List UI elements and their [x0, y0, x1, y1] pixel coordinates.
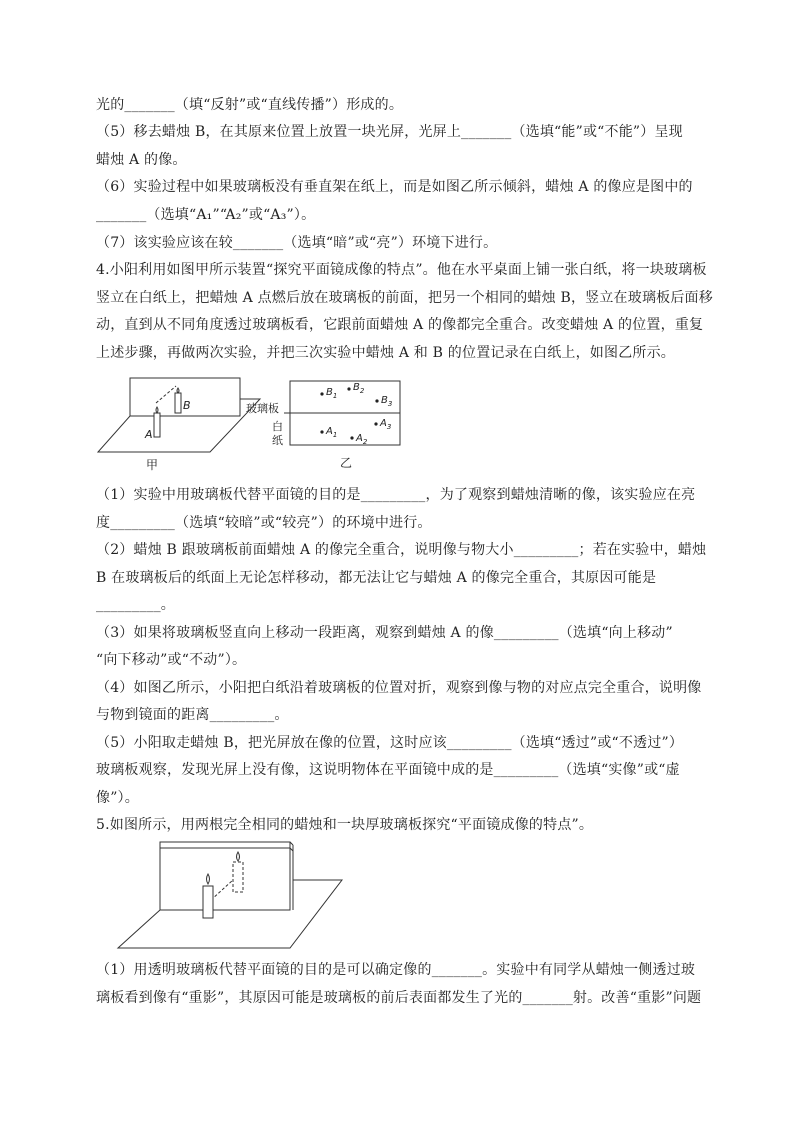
text-line: （3）如果将玻璃板竖直向上移动一段距离，观察到蜡烛 A 的像_________（选填“向上移动”	[96, 625, 673, 641]
white-label: 白	[272, 420, 283, 433]
text-line: 璃板看到像有“重影”，其原因可能是玻璃板的前后表面都发生了光的_______射。改善“重影”问题	[96, 990, 702, 1006]
text-line: 玻璃板观察，发现光屏上没有像，这说明物体在平面镜中成的是_________（选填“实像”或“虚	[96, 762, 680, 778]
text-line: 竖立在白纸上，把蜡烛 A 点燃后放在玻璃板的前面，把另一个相同的蜡烛 B，竖立在玻璃板后面移	[96, 290, 713, 306]
figure-q5	[116, 840, 346, 950]
text-line: 光的_______（填“反射”或“直线传播”）形成的。	[96, 97, 404, 113]
text-line: 动，直到从不同角度透过玻璃板看，它跟前面蜡烛 A 的像都完全重合。改变蜡烛 A 的位置，重复	[96, 317, 704, 333]
text-line: （2）蜡烛 B 跟玻璃板前面蜡烛 A 的像完全重合，说明像与物大小_________；若在实验中，蜡烛	[96, 542, 707, 558]
candle-a-label: A	[145, 428, 153, 441]
glass-board-label: 玻璃板	[246, 402, 279, 415]
figure-yi-caption: 乙	[340, 456, 353, 470]
text-line: 度_________（选填“较暗”或“较亮”）的环境中进行。	[96, 515, 432, 531]
point-b3-label: $B_3$	[381, 395, 393, 408]
question-4-stem: 4.小阳利用如图甲所示装置“探究平面镜成像的特点”。他在水平桌面上铺一张白纸，将一块玻璃板	[96, 262, 707, 278]
text-line: （1）实验中用玻璃板代替平面镜的目的是_________，为了观察到蜡烛清晰的像，该实验应在亮	[96, 487, 696, 503]
paper-label: 纸	[272, 434, 283, 447]
point-b1-label: $B_1$	[326, 387, 338, 400]
point-b2-label: $B_2$	[353, 382, 365, 395]
candle-b-label: B	[183, 399, 191, 412]
text-line: 与物到镜面的距离_________。	[96, 707, 289, 723]
text-line: （6）实验过程中如果玻璃板没有垂直架在纸上，而是如图乙所示倾斜，蜡烛 A 的像应是图中的	[96, 179, 693, 195]
text-line: _______（选填“A₁”“A₂”或“A₃”）。	[96, 207, 316, 223]
text-line: （4）如图乙所示，小阳把白纸沿着玻璃板的位置对折，观察到像与物的对应点完全重合，说明像	[96, 680, 702, 696]
question-5-stem: 5.如图所示，用两根完全相同的蜡烛和一块厚玻璃板探究“平面镜成像的特点”。	[96, 817, 594, 833]
point-a1-label: $A_1$	[326, 426, 338, 439]
text-line: 蜡烛 A 的像。	[96, 152, 187, 168]
text-line: 像”）。	[96, 790, 139, 806]
text-line: _________。	[96, 597, 175, 613]
text-line: （7）该实验应该在较_______（选填“暗”或“亮”）环境下进行。	[96, 235, 498, 251]
text-line: 上述步骤，再做两次实验，并把三次实验中蜡烛 A 和 B 的位置记录在白纸上，如图乙所示。	[96, 345, 675, 361]
figure-yi	[246, 378, 406, 478]
text-line: （5）移去蜡烛 B，在其原来位置上放置一块光屏，光屏上_______（选填“能”或“不能”）呈现	[96, 124, 683, 140]
point-a2-label: $A_2$	[356, 433, 368, 446]
point-a3-label: $A_3$	[380, 418, 392, 431]
figure-jia-caption: 甲	[146, 458, 159, 472]
text-line: B 在玻璃板后的纸面上无论怎样移动，都无法让它与蜡烛 A 的像完全重合，其原因可能是	[96, 570, 657, 586]
figure-jia	[96, 372, 266, 472]
text-line: （1）用透明玻璃板代替平面镜的目的是可以确定像的_______。实验中有同学从蜡烛一侧透过玻	[96, 962, 696, 978]
text-line: “向下移动”或“不动”）。	[96, 652, 247, 668]
text-line: （5）小阳取走蜡烛 B，把光屏放在像的位置，这时应该_________（选填“透过”或“不透过”）	[96, 735, 684, 751]
